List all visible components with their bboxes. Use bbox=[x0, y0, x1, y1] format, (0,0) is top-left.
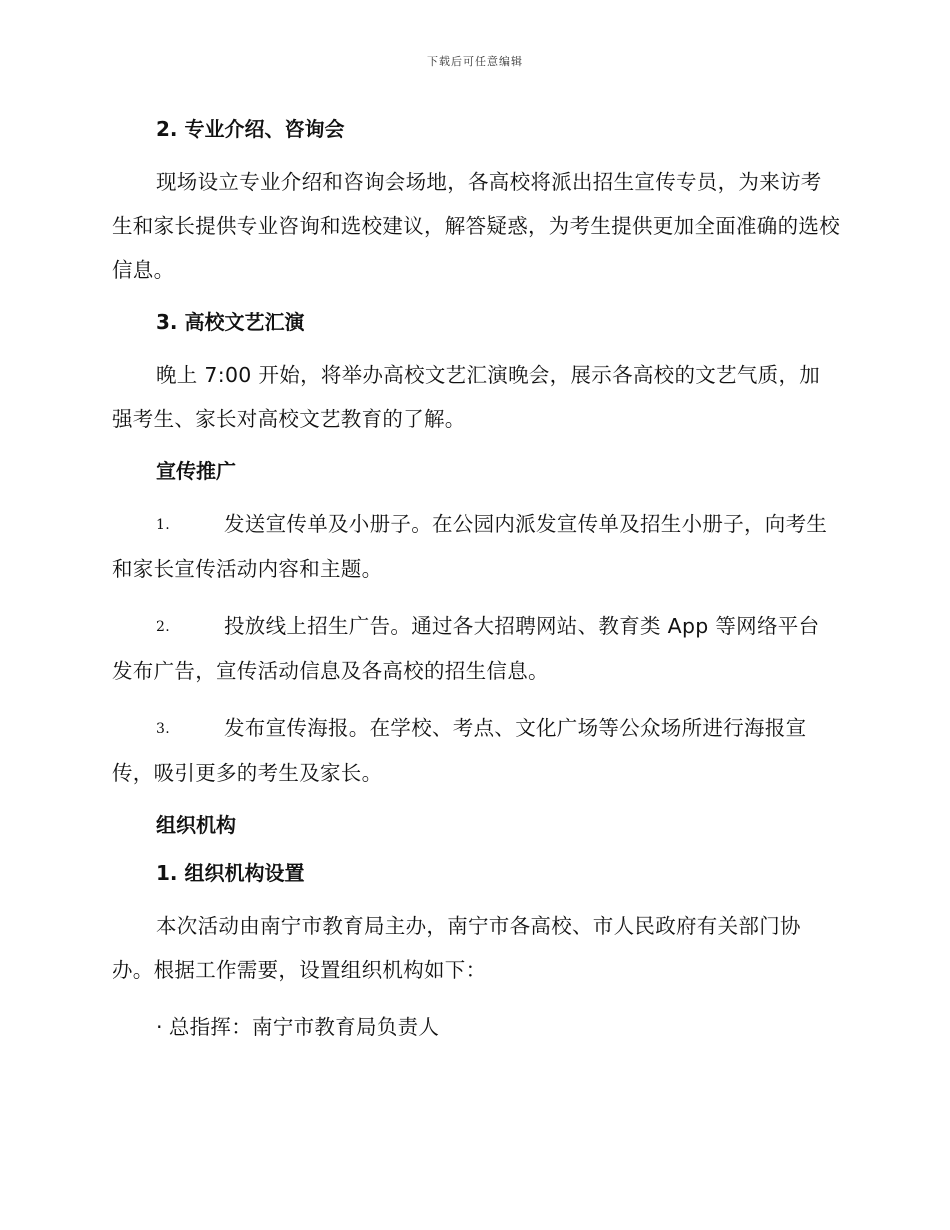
list-number: 2. bbox=[156, 619, 170, 635]
promotion-item-3 bbox=[112, 706, 840, 795]
list-item-text: 投放线上招生广告。通过各大招聘网站、教育类 App 等网络平台发布广告，宣传活动信息及各高校的招生信息。 bbox=[112, 614, 820, 683]
paragraph-performance: 晚上 7:00 开始，将举办高校文艺汇演晚会，展示各高校的文艺气质，加强考生、家长对高校文艺教育的了解。 bbox=[112, 363, 821, 431]
section-heading-promotion: 宣传推广 bbox=[156, 459, 236, 483]
paragraph-organization: 本次活动由南宁市教育局主办，南宁市各高校、市人民政府有关部门协办。根据工作需要，设置组织机构如下： bbox=[112, 914, 801, 982]
list-number: 3. bbox=[156, 721, 170, 737]
section-heading-consultation: 2. 专业介绍、咨询会 bbox=[156, 117, 345, 141]
bullet-commander bbox=[112, 1005, 840, 1049]
bullet-text: 总指挥：南宁市教育局负责人 bbox=[168, 1015, 440, 1039]
promotion-item-2 bbox=[112, 604, 840, 693]
paragraph-consultation: 现场设立专业介绍和咨询会场地，各高校将派出招生宣传专员，为来访考生和家长提供专业咨询和选校建议，解答疑惑，为考生提供更加全面准确的选校信息。 bbox=[112, 170, 840, 282]
bullet-dot: · bbox=[156, 1015, 163, 1039]
section-heading-organization: 组织机构 bbox=[156, 813, 236, 837]
page-header: 下载后可任意编辑 bbox=[427, 55, 523, 68]
list-number: 1. bbox=[156, 517, 170, 533]
list-item-text: 发送宣传单及小册子。在公园内派发宣传单及招生小册子，向考生和家长宣传活动内容和主题。 bbox=[112, 512, 828, 581]
list-item-text: 发布宣传海报。在学校、考点、文化广场等公众场所进行海报宣传，吸引更多的考生及家长。 bbox=[112, 716, 807, 785]
section-heading-organization-setup: 1. 组织机构设置 bbox=[156, 861, 305, 885]
section-heading-performance: 3. 高校文艺汇演 bbox=[156, 310, 305, 334]
promotion-item-1 bbox=[112, 502, 840, 591]
document-body bbox=[112, 112, 840, 1049]
